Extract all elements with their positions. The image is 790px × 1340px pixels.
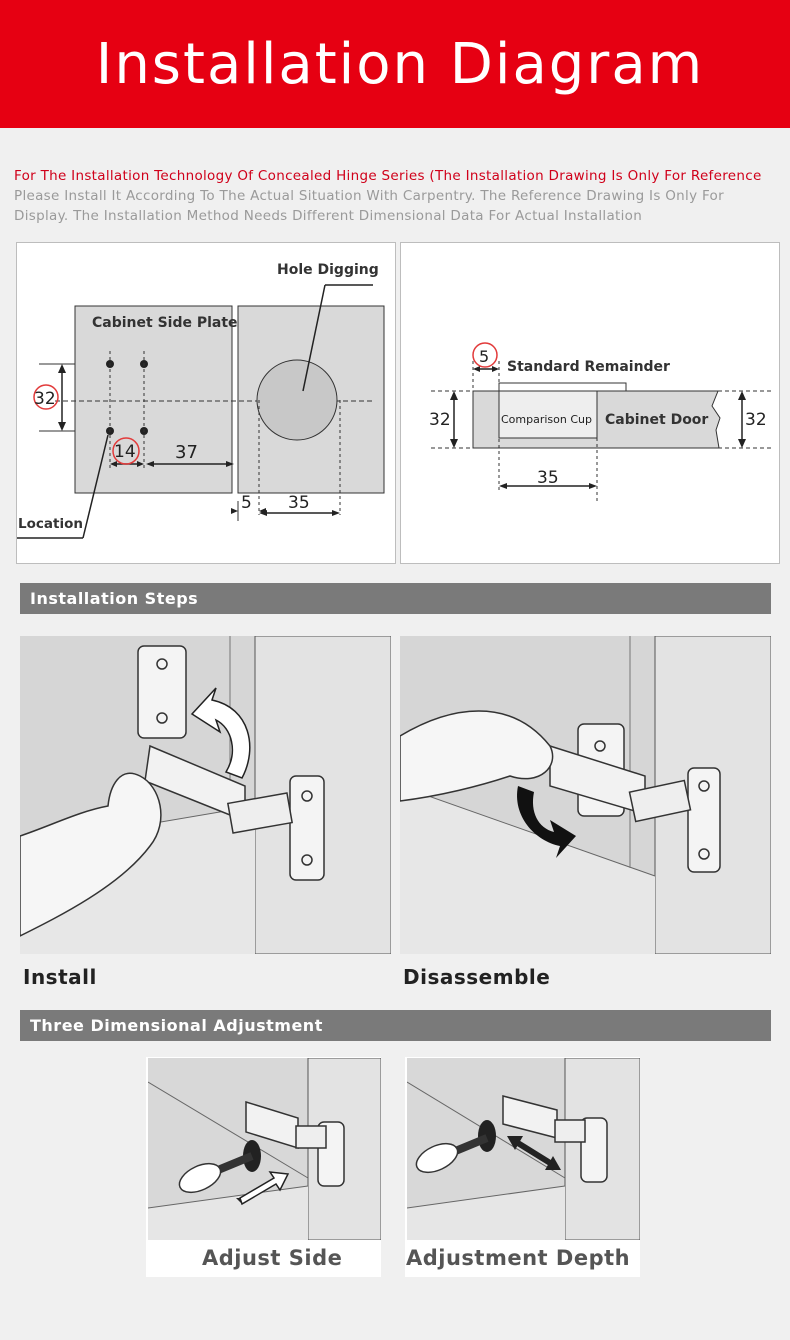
dim-32-label: 32 <box>34 389 56 409</box>
dim-35-right-label: 35 <box>537 468 559 488</box>
adjust-side-drawing <box>148 1058 381 1240</box>
cabinet-drilling-drawing <box>17 243 395 563</box>
install-illustration <box>20 636 391 954</box>
cabinet-door-drawing <box>401 243 779 563</box>
disassemble-drawing <box>400 636 771 954</box>
header-banner <box>0 0 790 128</box>
location-label: Location <box>18 516 83 532</box>
cabinet-door-label: Cabinet Door <box>605 412 709 428</box>
install-drawing <box>20 636 391 954</box>
dim-35-label: 35 <box>288 493 310 513</box>
dim-5-label: 5 <box>241 493 252 513</box>
installation-steps-heading: Installation Steps <box>20 583 771 614</box>
page-title: Installation Diagram <box>95 32 705 97</box>
cabinet-door-diagram <box>400 242 780 564</box>
dim-32-left-label: 32 <box>429 410 451 430</box>
intro-line-2: Please Install It According To The Actual Situation With Carpentry. The Reference Drawing Is Only For <box>14 188 724 204</box>
cabinet-side-plate-label: Cabinet Side Plate <box>92 315 238 331</box>
dim-14-label: 14 <box>114 442 136 462</box>
install-caption: Install <box>23 965 97 989</box>
dim-37-label: 37 <box>175 442 198 463</box>
adjust-depth-caption: Adjustment Depth <box>406 1246 631 1270</box>
intro-line-1: For The Installation Technology Of Concealed Hinge Series (The Installation Drawing Is Only For Reference <box>14 168 762 184</box>
adjust-depth-drawing <box>407 1058 640 1240</box>
dim-32-right-label: 32 <box>745 410 767 430</box>
adjust-side-illustration <box>148 1058 381 1240</box>
cabinet-drilling-diagram <box>16 242 396 564</box>
disassemble-illustration <box>400 636 771 954</box>
adjust-side-caption: Adjust Side <box>202 1246 343 1270</box>
intro-line-3: Display. The Installation Method Needs Different Dimensional Data For Actual Installation <box>14 208 643 224</box>
comparison-cup-label: Comparison Cup <box>501 413 592 426</box>
standard-remainder-label: Standard Remainder <box>507 359 670 375</box>
intro-text <box>14 166 790 226</box>
three-dimensional-adjustment-heading: Three Dimensional Adjustment <box>20 1010 771 1041</box>
hole-digging-label: Hole Digging <box>277 262 379 278</box>
disassemble-caption: Disassemble <box>403 965 551 989</box>
dim-5-right-label: 5 <box>479 347 490 366</box>
adjust-depth-illustration <box>407 1058 640 1240</box>
